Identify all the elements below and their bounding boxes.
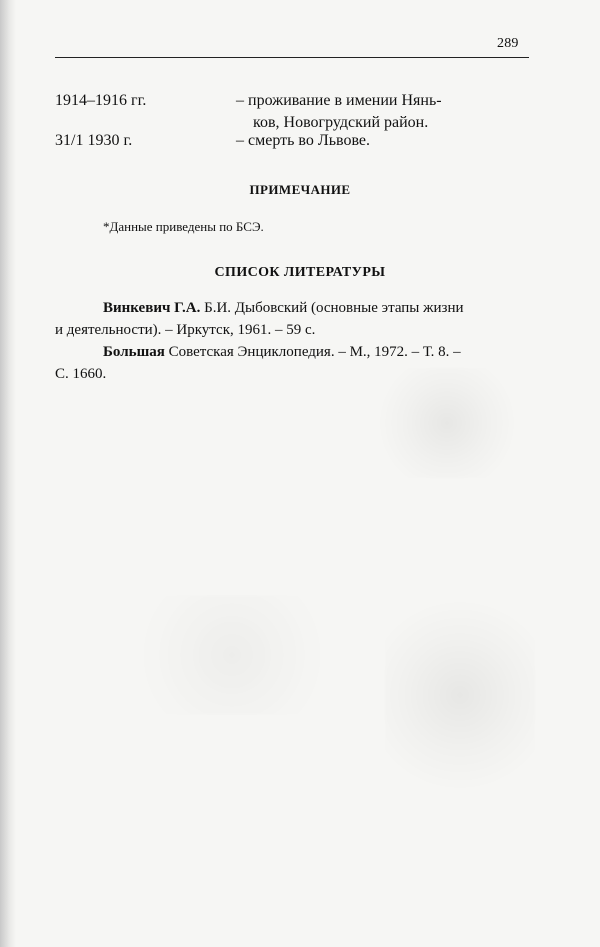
scan-smudge [385,590,535,800]
bibliography-heading: СПИСОК ЛИТЕРАТУРЫ [214,265,386,280]
bibliography-title: Советская Энциклопедия. – М., 1972. – Т. 8. – [164,344,461,360]
bibliography-author: Большая [103,344,165,360]
bibliography-entry-line [55,341,531,363]
bibliography-entry [55,297,531,341]
timeline-event [236,130,536,152]
header-rule [55,57,529,58]
timeline-event-line: – смерть во Львове. [236,132,371,149]
bibliography-entry [55,341,531,385]
timeline-event [236,90,536,134]
timeline-event-line: ков, Новогрудский район. [253,114,429,131]
timeline-date: 1914–1916 гг. [55,92,147,109]
note-heading: ПРИМЕЧАНИЕ [249,182,351,197]
page-number: 289 [497,36,519,51]
bibliography-title: Б.И. Дыбовский (основные этапы жизни [200,300,464,316]
bibliography-entry-line [55,297,531,319]
bibliography-entry-line: и деятельности). – Иркутск, 1961. – 59 с. [55,322,316,338]
footnote-text: *Данные приведены по БСЭ. [103,219,264,234]
page-binding-edge [0,0,16,947]
scan-smudge [112,595,352,715]
timeline-event-line: – проживание в имении Нянь- [236,92,442,109]
timeline-date: 31/1 1930 г. [55,132,133,149]
bibliography-entry-line: С. 1660. [55,366,107,382]
bibliography-author: Винкевич Г.А. [103,300,201,316]
